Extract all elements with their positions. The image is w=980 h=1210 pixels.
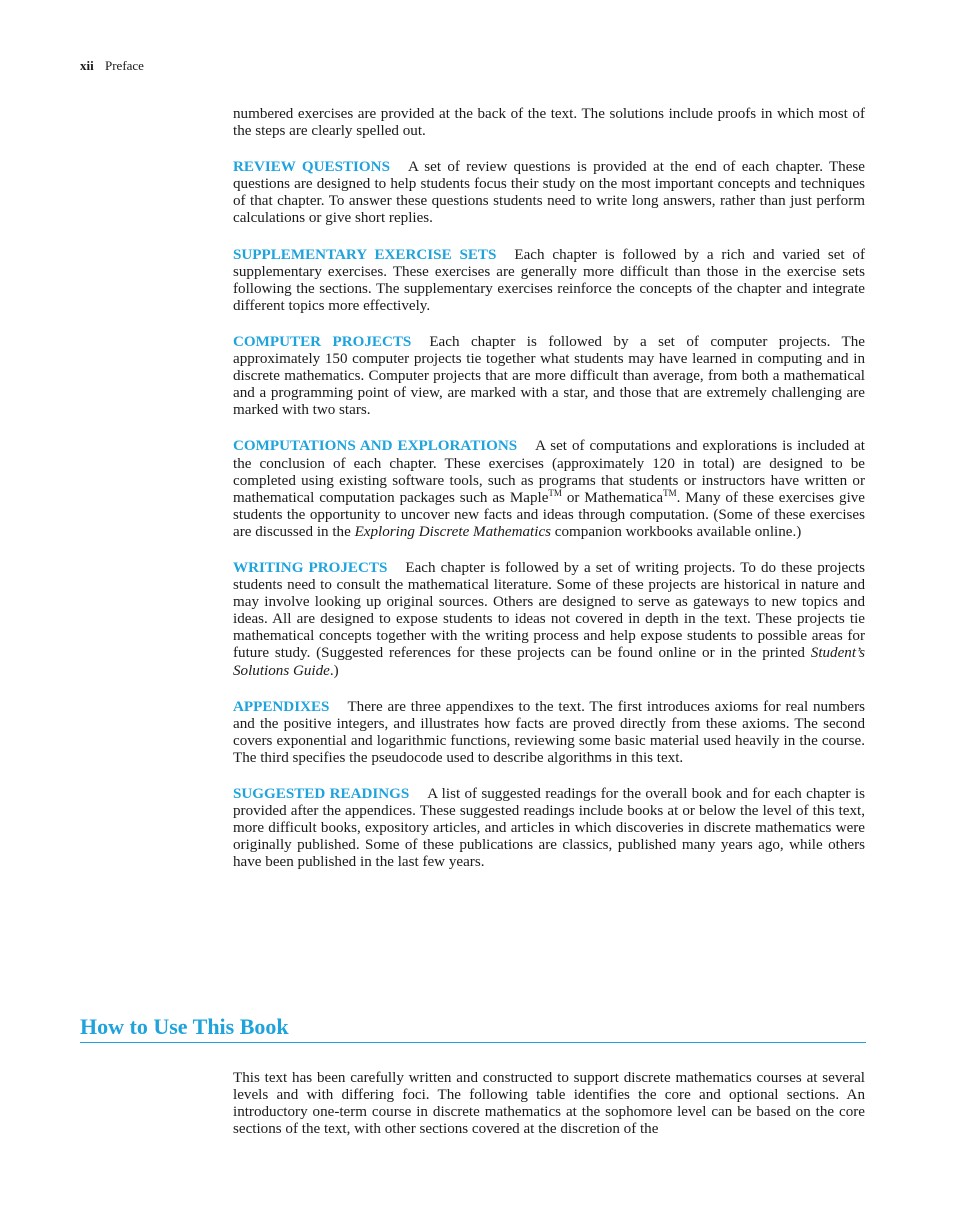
workbook-title: Exploring Discrete Mathematics [354, 523, 552, 540]
computer-projects-body: Each chapter is followed by a set of computer projects. The approximately 150 computer projects tie together what students may have learned in computing and in discrete mathematics. Computer projects that are more difficult than average, from both a mathematical and a programming point of view, are marked with a star, and those that are extremely challenging are marked with two stars. [233, 333, 865, 419]
how-to-content [233, 1070, 865, 1138]
suggested-readings-paragraph [233, 786, 865, 871]
writing-projects-body-2: .) [329, 662, 339, 679]
solutions-guide-title: Student’s Solutions Guide [233, 645, 865, 679]
trademark-mark: TM [663, 487, 677, 498]
computations-body-3: companion workbooks available online.) [551, 523, 802, 540]
computer-projects-paragraph [233, 334, 865, 419]
computations-body-1: A set of computations and explorations is included at the conclusion of each chapter. These exercises (approximately 120 in total) are designed to be completed using existing software tools, such as programs that students or instructors have written or mathematical computation packages such as Maple [233, 438, 865, 506]
appendixes-body: There are three appendixes to the text. The first introduces axioms for real numbers and the positive integers, and illustrates how facts are proved directly from these axioms. The second covers exponential and logarithmic functions, reviewing some basic material used heavily in the course. The third specifies the pseudocode used to describe algorithms in this text. [233, 698, 865, 766]
supplementary-body: Each chapter is followed by a rich and varied set of supplementary exercises. These exercises are generally more difficult than those in the exercise sets following the sections. The supplementary exercises reinforce the concepts of the chapter and integrate different topics more effectively. [233, 246, 866, 314]
computer-projects-heading: COMPUTER PROJECTS [233, 333, 412, 350]
writing-projects-heading: WRITING PROJECTS [233, 559, 388, 576]
appendixes-paragraph [233, 699, 865, 767]
computations-or: or Mathematica [561, 489, 664, 506]
computations-heading: COMPUTATIONS AND EXPLORATIONS [233, 438, 518, 455]
computations-paragraph [233, 438, 865, 541]
how-to-paragraph: This text has been carefully written and constructed to support discrete mathematics courses at several levels and with differing foci. The following table identifies the core and optional sections. An introductory one-term course in discrete mathematics at the sophomore level can be based on the core sections of the text, with other sections covered at the discretion of the [233, 1070, 865, 1138]
review-questions-body: A set of review questions is provided at the end of each chapter. These questions are designed to help students focus their study on the most important concepts and techniques of that chapter. To answer these questions students need to write long answers, rather than just perform calculations or give short replies. [233, 159, 865, 227]
running-head [80, 58, 144, 74]
page-number: xii [80, 58, 94, 73]
running-head-title: Preface [104, 58, 144, 73]
trademark-mark: TM [548, 487, 562, 498]
supplementary-paragraph [233, 247, 865, 315]
writing-projects-body-1: Each chapter is followed by a set of writing projects. To do these projects students need to consult the mathematical literature. Some of these projects are historical in nature and may involve looking up original sources. Others are designed to serve as gateways to new topics and ideas. All are designed to expose students to ideas not covered in depth in the text. These projects tie mathematical concepts together with the writing process and help expose students to possible areas for future study. (Suggested references for these projects can be found online or in the printed [233, 559, 865, 662]
computations-body-2: . Many of these exercises give students the opportunity to uncover new facts and ideas through computation. (Some of these exercises are discussed in the [233, 489, 866, 540]
supplementary-heading: SUPPLEMENTARY EXERCISE SETS [233, 246, 497, 263]
appendixes-heading: APPENDIXES [233, 698, 330, 715]
section-heading: How to Use This Book [80, 1014, 866, 1043]
writing-projects-paragraph [233, 560, 865, 680]
intro-paragraph: numbered exercises are provided at the back of the text. The solutions include proofs in which most of the steps are clearly spelled out. [233, 106, 865, 140]
review-questions-heading: REVIEW QUESTIONS [233, 159, 390, 176]
suggested-readings-heading: SUGGESTED READINGS [233, 786, 410, 802]
section-heading-block [80, 1014, 866, 1043]
preface-content [233, 106, 865, 871]
review-questions-paragraph [233, 159, 865, 227]
suggested-readings-body: A list of suggested readings for the overall book and for each chapter is provided after the appendices. These suggested readings include books at or below the level of this text, more difficult books, expository articles, and articles in which discoveries in discrete mathematics were originally published. Some of these publications are classics, published many years ago, while others have been published in the last few years. [233, 786, 865, 871]
